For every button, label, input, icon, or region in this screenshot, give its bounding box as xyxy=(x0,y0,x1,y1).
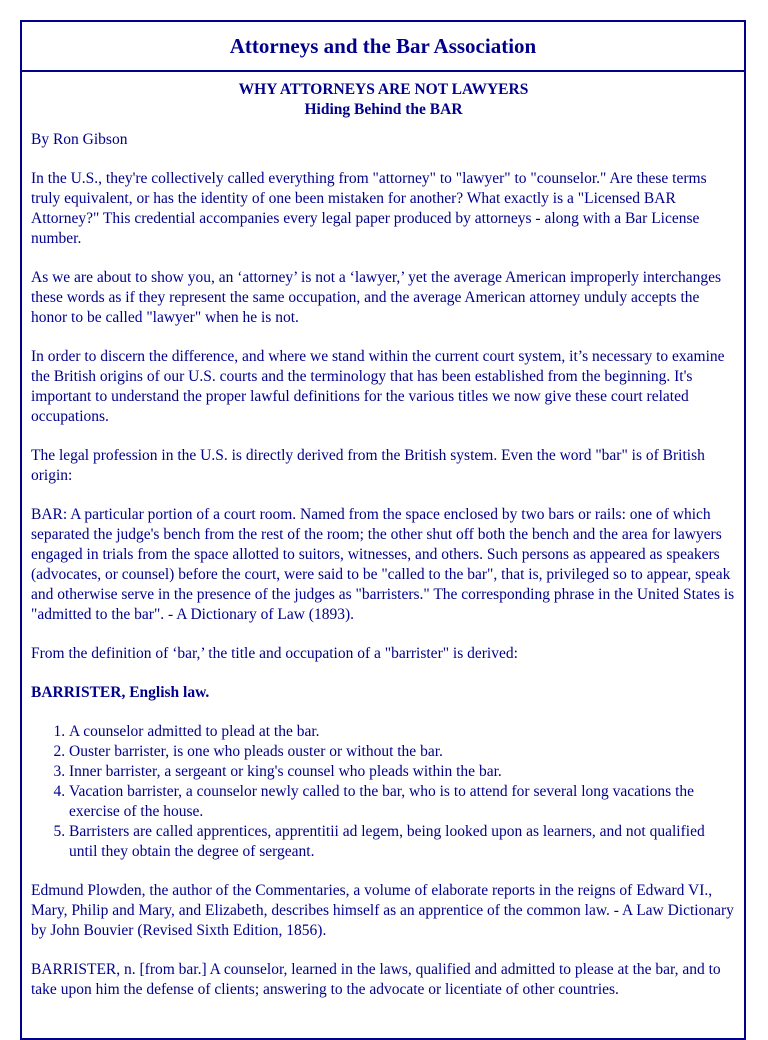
list-item: 4. Vacation barrister, a counselor newly called to the bar, who is to attend for several long vacations the exercise of the house. xyxy=(69,782,736,822)
paragraph: In order to discern the difference, and where we stand within the current court system, it’s necessary to examine the British origins of our U.S. courts and the terminology that has been established from the beginning. It's important to understand the proper lawful definitions for the various titles we now give these court related occupations. xyxy=(31,348,725,425)
barrister-definition-list xyxy=(31,722,736,862)
article-body xyxy=(22,72,744,1000)
byline: By Ron Gibson xyxy=(31,131,128,148)
list-item: 1. A counselor admitted to plead at the bar. xyxy=(69,722,736,742)
subtitle-line-1: WHY ATTORNEYS ARE NOT LAWYERS xyxy=(238,81,529,98)
list-item: 2. Ouster barrister, is one who pleads ouster or without the bar. xyxy=(69,742,736,762)
article-subtitle xyxy=(31,80,736,120)
paragraph: As we are about to show you, an ‘attorney’ is not a ‘lawyer,’ yet the average American improperly interchanges these words as if they represent the same occupation, and the average American attorney unduly accepts the honor to be called "lawyer" when he is not. xyxy=(31,269,722,326)
page-title: Attorneys and the Bar Association xyxy=(229,33,537,58)
paragraph: In the U.S., they're collectively called everything from "attorney" to "lawyer" to "counselor." Are these terms truly equivalent, or has the identity of one been mistaken for another? What exactly is a "Licensed BAR Attorney?" This credential accompanies every legal paper produced by attorneys - along with a Bar License number. xyxy=(31,170,707,247)
bar-definition-paragraph: BAR: A particular portion of a court room. Named from the space enclosed by two bars or rails: one of which separated the judge's bench from the rest of the room; the other shut off both the bench and the area for lawyers engaged in trials from the space allotted to suitors, witnesses, and others. Such persons as appeared as speakers (advocates, or counsel) before the court, were said to be "called to the bar", that is, privileged so to appear, speak and otherwise serve in the presence of the judges as "barristers." The corresponding phrase in the United States is "admitted to the bar". - A Dictionary of Law (1893). xyxy=(31,506,735,623)
paragraph: BARRISTER, n. [from bar.] A counselor, learned in the laws, qualified and admitted to please at the bar, and to take upon him the defense of clients; answering to the advocate or licentiate of other countries. xyxy=(31,961,721,998)
list-item: 3. Inner barrister, a sergeant or king's counsel who pleads within the bar. xyxy=(69,762,736,782)
paragraph: From the definition of ‘bar,’ the title and occupation of a "barrister" is derived: xyxy=(31,645,518,662)
list-item: 5. Barristers are called apprentices, apprentitii ad legem, being looked upon as learners, and not qualified until they obtain the degree of sergeant. xyxy=(69,822,736,862)
document-frame xyxy=(20,20,746,1040)
subtitle-line-2: Hiding Behind the BAR xyxy=(304,101,463,118)
barrister-heading: BARRISTER, English law. xyxy=(31,684,210,701)
header-bar xyxy=(22,22,744,72)
paragraph: Edmund Plowden, the author of the Commentaries, a volume of elaborate reports in the reigns of Edward VI., Mary, Philip and Mary, and Elizabeth, describes himself as an apprentice of the common law. - A Law Dictionary by John Bouvier (Revised Sixth Edition, 1856). xyxy=(31,882,734,939)
paragraph: The legal profession in the U.S. is directly derived from the British system. Even the word "bar" is of British origin: xyxy=(31,447,705,484)
